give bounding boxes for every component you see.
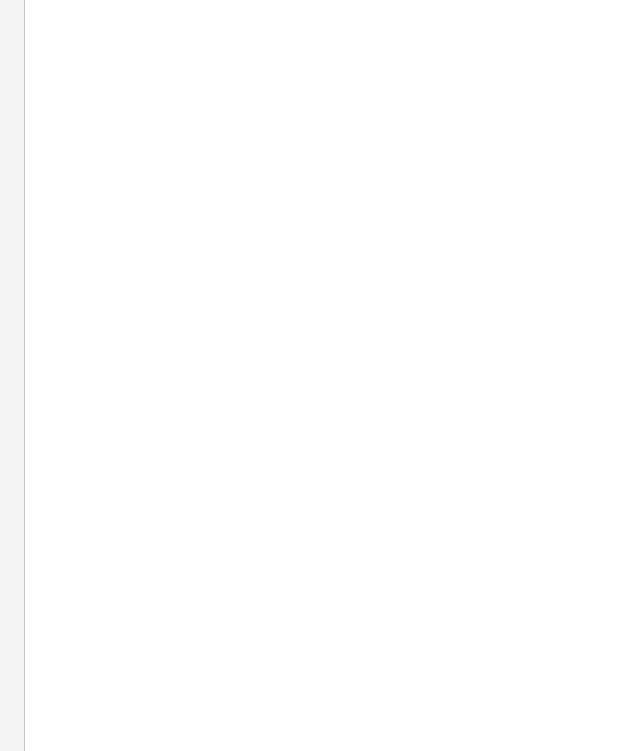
row-number-column [0,0,25,751]
